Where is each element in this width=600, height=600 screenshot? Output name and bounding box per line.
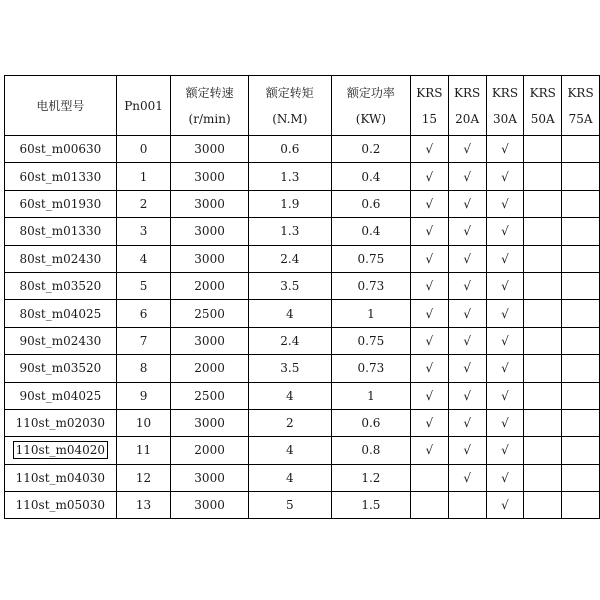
header-pn001-line-1: Pn001 [124,98,163,113]
model-cell-text: 110st_m04030 [15,470,106,485]
krs-compat-cell [486,409,524,436]
krs-compat-cell [562,492,600,519]
power-cell [331,409,410,436]
power-cell-text: 1 [367,388,375,403]
speed-cell [171,355,248,382]
header-pn001 [116,76,171,136]
krs-compat-cell [562,327,600,354]
torque-cell-text: 1.3 [280,169,300,184]
krs-compat-cell [524,327,562,354]
check-mark-icon: √ [501,306,509,321]
check-mark-icon: √ [425,306,434,321]
speed-cell-text: 2000 [194,279,225,294]
speed-cell [171,218,248,245]
power-cell [331,382,410,409]
krs-compat-cell [448,190,486,217]
check-mark-icon: √ [425,388,434,403]
header-rated-speed [171,76,248,136]
krs-compat-cell [448,409,486,436]
table-row [5,382,600,409]
header-rated-speed-line-1: 额定转速 [185,85,234,100]
krs-compat-cell [524,272,562,299]
power-cell-text: 0.6 [361,196,381,211]
speed-cell [171,245,248,272]
power-cell [331,218,410,245]
krs-compat-cell [448,136,486,163]
krs-compat-cell [562,136,600,163]
krs-compat-cell [448,382,486,409]
speed-cell-text: 2500 [194,306,225,321]
pn-cell-text: 0 [139,142,148,157]
torque-cell-text: 5 [285,498,294,513]
krs-compat-cell [486,272,524,299]
krs-compat-cell [486,300,524,327]
power-cell [331,437,410,464]
krs-compat-cell [486,492,524,519]
torque-cell [248,409,331,436]
header-krs-1 [410,76,448,136]
krs-compat-cell [410,492,448,519]
table-row [5,218,600,245]
speed-cell [171,163,248,190]
krs-compat-cell [486,245,524,272]
krs-compat-cell [448,300,486,327]
krs-compat-cell [486,464,524,491]
krs-compat-cell [562,355,600,382]
pn-cell [116,163,171,190]
torque-cell-text: 4 [285,470,294,485]
speed-cell-text: 3000 [194,498,225,513]
torque-cell [248,355,331,382]
pn-cell-text: 1 [139,169,148,184]
krs-compat-cell [410,300,448,327]
model-cell [5,437,117,464]
table-row [5,136,600,163]
power-cell [331,464,410,491]
check-mark-icon: √ [425,443,434,458]
table-row [5,163,600,190]
pn-cell [116,382,171,409]
pn-cell-text: 3 [139,224,148,239]
pn-cell-text: 12 [135,470,152,485]
power-cell-text: 1 [367,306,375,321]
check-mark-icon: √ [425,361,434,376]
table-body [5,136,600,519]
header-row [5,76,600,136]
krs-compat-cell [524,300,562,327]
model-cell [5,300,117,327]
check-mark-icon: √ [501,279,509,294]
pn-cell [116,464,171,491]
speed-cell [171,136,248,163]
torque-cell [248,163,331,190]
check-mark-icon: √ [463,196,471,211]
check-mark-icon: √ [501,470,509,485]
speed-cell-text: 2500 [194,388,225,403]
header-rated-torque-line-2: (N.M) [272,111,308,126]
krs-compat-cell [410,218,448,245]
speed-cell-text: 3000 [194,224,225,239]
check-mark-icon: √ [425,333,434,348]
check-mark-icon: √ [463,251,471,266]
model-cell [5,355,117,382]
krs-compat-cell [410,136,448,163]
krs-compat-cell [448,327,486,354]
table-row [5,272,600,299]
krs-compat-cell [524,382,562,409]
pn-cell-text: 6 [139,306,148,321]
check-mark-icon: √ [463,388,471,403]
header-rated-speed-line-2: (r/min) [188,111,231,126]
speed-cell-text: 3000 [194,470,225,485]
pn-cell [116,437,171,464]
torque-cell [248,437,331,464]
model-cell [5,190,117,217]
header-rated-power [331,76,410,136]
power-cell-text: 0.6 [361,416,381,431]
power-cell [331,163,410,190]
krs-compat-cell [524,136,562,163]
krs-compat-cell [524,464,562,491]
header-krs-5-line-2: 75A [568,111,593,126]
power-cell-text: 0.75 [357,333,385,348]
table-row [5,245,600,272]
check-mark-icon: √ [501,333,509,348]
krs-compat-cell [410,464,448,491]
krs-compat-cell [448,492,486,519]
table-row [5,409,600,436]
model-cell-text: 60st_m01930 [19,196,102,211]
model-cell-text: 60st_m01330 [19,169,102,184]
krs-compat-cell [562,382,600,409]
check-mark-icon: √ [463,169,471,184]
motor-spec-table-container [4,75,600,519]
power-cell [331,327,410,354]
krs-compat-cell [486,136,524,163]
pn-cell [116,327,171,354]
torque-cell [248,218,331,245]
power-cell [331,136,410,163]
krs-compat-cell [524,163,562,190]
model-cell-text: 60st_m00630 [19,142,102,157]
check-mark-icon: √ [501,251,509,266]
pn-cell [116,355,171,382]
header-krs-4-line-1: KRS [529,85,556,100]
check-mark-icon: √ [463,333,471,348]
check-mark-icon: √ [501,224,509,239]
krs-compat-cell [448,272,486,299]
model-cell-text: 90st_m03520 [19,361,102,376]
power-cell-text: 0.8 [361,443,381,458]
check-mark-icon: √ [501,388,509,403]
krs-compat-cell [410,409,448,436]
speed-cell-text: 3000 [194,169,225,184]
check-mark-icon: √ [425,416,434,431]
pn-cell [116,245,171,272]
model-cell-text: 80st_m03520 [19,279,102,294]
power-cell-text: 0.73 [357,361,385,376]
krs-compat-cell [562,218,600,245]
krs-compat-cell [562,245,600,272]
krs-compat-cell [524,355,562,382]
pn-cell [116,409,171,436]
krs-compat-cell [524,409,562,436]
pn-cell [116,300,171,327]
krs-compat-cell [410,382,448,409]
check-mark-icon: √ [463,361,471,376]
krs-compat-cell [486,327,524,354]
model-cell [5,136,117,163]
check-mark-icon: √ [501,416,509,431]
check-mark-icon: √ [463,443,471,458]
krs-compat-cell [448,464,486,491]
speed-cell [171,327,248,354]
power-cell [331,300,410,327]
krs-compat-cell [486,163,524,190]
krs-compat-cell [410,355,448,382]
pn-cell-text: 11 [135,443,152,458]
krs-compat-cell [562,163,600,190]
header-krs-2-line-2: 20A [455,111,480,126]
model-cell [5,245,117,272]
header-motor-model-line-1: 电机型号 [36,98,85,113]
header-krs-3-line-2: 30A [492,111,517,126]
model-cell [5,163,117,190]
power-cell-text: 0.2 [361,142,381,157]
header-krs-2-line-1: KRS [454,85,481,100]
torque-cell-text: 2.4 [280,251,300,266]
torque-cell-text: 0.6 [280,142,300,157]
model-cell [5,327,117,354]
header-krs-4 [524,76,562,136]
header-krs-1-line-2: 15 [421,111,437,126]
krs-compat-cell [410,437,448,464]
torque-cell-text: 3.5 [280,279,300,294]
krs-compat-cell [410,163,448,190]
model-cell-text: 80st_m01330 [19,224,102,239]
krs-compat-cell [562,272,600,299]
pn-cell [116,190,171,217]
speed-cell-text: 3000 [194,416,225,431]
pn-cell-text: 7 [139,333,148,348]
speed-cell-text: 3000 [194,142,225,157]
torque-cell [248,300,331,327]
table-row [5,327,600,354]
check-mark-icon: √ [425,251,434,266]
power-cell-text: 0.75 [357,251,385,266]
check-mark-icon: √ [501,498,509,513]
check-mark-icon: √ [501,142,509,157]
table-row [5,437,600,464]
check-mark-icon: √ [463,306,471,321]
speed-cell [171,464,248,491]
speed-cell-text: 3000 [194,251,225,266]
krs-compat-cell [562,464,600,491]
torque-cell-text: 4 [285,388,294,403]
pn-cell [116,492,171,519]
check-mark-icon: √ [463,470,471,485]
header-motor-model [5,76,117,136]
pn-cell-text: 2 [139,196,148,211]
check-mark-icon: √ [501,196,509,211]
krs-compat-cell [410,272,448,299]
power-cell [331,355,410,382]
speed-cell [171,492,248,519]
check-mark-icon: √ [425,142,434,157]
power-cell [331,492,410,519]
model-cell-text: 110st_m04020 [13,441,108,459]
torque-cell-text: 1.3 [280,224,300,239]
pn-cell [116,272,171,299]
check-mark-icon: √ [425,279,434,294]
speed-cell-text: 3000 [194,333,225,348]
pn-cell-text: 9 [139,388,148,403]
krs-compat-cell [410,327,448,354]
check-mark-icon: √ [425,224,434,239]
table-row [5,300,600,327]
header-krs-2 [448,76,486,136]
krs-compat-cell [562,190,600,217]
krs-compat-cell [448,355,486,382]
pn-cell-text: 8 [139,361,148,376]
power-cell [331,272,410,299]
krs-compat-cell [486,190,524,217]
torque-cell-text: 3.5 [280,361,300,376]
model-cell [5,218,117,245]
torque-cell-text: 1.9 [280,196,300,211]
header-krs-3 [486,76,524,136]
model-cell-text: 80st_m02430 [19,251,102,266]
table-row [5,190,600,217]
table-row [5,355,600,382]
power-cell-text: 0.73 [357,279,385,294]
krs-compat-cell [486,382,524,409]
speed-cell-text: 2000 [194,361,225,376]
header-krs-4-line-2: 50A [530,111,555,126]
pn-cell [116,136,171,163]
power-cell [331,190,410,217]
speed-cell [171,272,248,299]
header-rated-torque-line-1: 额定转矩 [265,85,314,100]
krs-compat-cell [486,355,524,382]
power-cell-text: 1.2 [361,470,381,485]
torque-cell-text: 4 [285,443,294,458]
torque-cell [248,492,331,519]
header-rated-torque [248,76,331,136]
krs-compat-cell [448,245,486,272]
power-cell [331,245,410,272]
krs-compat-cell [448,437,486,464]
krs-compat-cell [562,409,600,436]
header-rated-power-line-1: 额定功率 [346,85,395,100]
torque-cell [248,464,331,491]
model-cell-text: 110st_m02030 [15,416,106,431]
check-mark-icon: √ [501,361,509,376]
power-cell-text: 0.4 [361,224,381,239]
check-mark-icon: √ [425,169,434,184]
check-mark-icon: √ [463,279,471,294]
table-row [5,492,600,519]
krs-compat-cell [448,218,486,245]
speed-cell-text: 3000 [194,196,225,211]
check-mark-icon: √ [463,224,471,239]
krs-compat-cell [410,245,448,272]
check-mark-icon: √ [463,142,471,157]
pn-cell-text: 5 [139,279,148,294]
header-krs-1-line-1: KRS [416,85,443,100]
speed-cell-text: 2000 [194,443,225,458]
power-cell-text: 1.5 [361,498,381,513]
power-cell-text: 0.4 [361,169,381,184]
motor-spec-table [4,75,600,519]
torque-cell-text: 2 [285,416,294,431]
model-cell [5,409,117,436]
torque-cell [248,327,331,354]
model-cell-text: 90st_m02430 [19,333,102,348]
torque-cell [248,136,331,163]
header-krs-5-line-1: KRS [567,85,594,100]
torque-cell [248,245,331,272]
torque-cell [248,272,331,299]
header-rated-power-line-2: (KW) [355,111,387,126]
model-cell [5,272,117,299]
torque-cell-text: 4 [285,306,294,321]
model-cell [5,492,117,519]
check-mark-icon: √ [425,196,434,211]
check-mark-icon: √ [463,416,471,431]
pn-cell-text: 13 [135,498,152,513]
krs-compat-cell [524,218,562,245]
krs-compat-cell [410,190,448,217]
speed-cell [171,382,248,409]
speed-cell [171,409,248,436]
krs-compat-cell [562,300,600,327]
header-krs-5 [562,76,600,136]
model-cell [5,382,117,409]
model-cell-text: 110st_m05030 [15,498,106,513]
krs-compat-cell [524,190,562,217]
check-mark-icon: √ [501,169,509,184]
pn-cell-text: 4 [139,251,148,266]
model-cell-text: 90st_m04025 [19,388,102,403]
krs-compat-cell [448,163,486,190]
torque-cell [248,190,331,217]
pn-cell-text: 10 [135,416,152,431]
torque-cell-text: 2.4 [280,333,300,348]
krs-compat-cell [524,437,562,464]
model-cell-text: 80st_m04025 [19,306,102,321]
torque-cell [248,382,331,409]
krs-compat-cell [486,437,524,464]
speed-cell [171,300,248,327]
header-krs-3-line-1: KRS [491,85,519,100]
krs-compat-cell [524,245,562,272]
krs-compat-cell [486,218,524,245]
check-mark-icon: √ [501,443,509,458]
model-cell [5,464,117,491]
speed-cell [171,190,248,217]
krs-compat-cell [562,437,600,464]
pn-cell [116,218,171,245]
speed-cell [171,437,248,464]
krs-compat-cell [524,492,562,519]
table-row [5,464,600,491]
